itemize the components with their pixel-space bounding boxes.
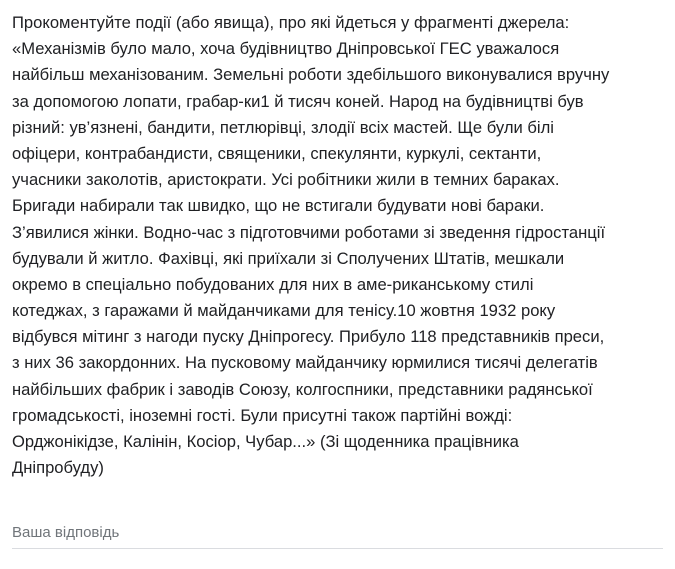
- answer-input[interactable]: Ваша відповідь: [12, 524, 120, 541]
- question-line: Прокоментуйте події (або явища), про які йдеться у фрагменті джерела:: [12, 13, 570, 32]
- question-line: з них 36 закордонних. На пусковому майданчику юрмилися тисячі делегатів: [12, 353, 598, 373]
- question-line: Орджонікідзе, Калінін, Косіор, Чубар...» (Зі щоденника працівника: [12, 432, 519, 451]
- question-line: «Механізмів було мало, хоча будівництво Дніпровської ГЕС уважалося: [12, 39, 560, 59]
- question-line: учасники заколотів, аристократи. Усі робітники жили в темних бараках.: [12, 170, 560, 190]
- question-line: З’явилися жінки. Водно-час з підготовчими роботами зі зведення гідростанції: [12, 222, 606, 242]
- question-text: [12, 10, 672, 481]
- question-line: офіцери, контрабандисти, священики, спекулянти, куркулі, сектанти,: [12, 143, 542, 163]
- question-line: котеджах, з гаражами й майданчиками для тенісу.10 жовтня 1932 року: [12, 301, 556, 321]
- question-line: Дніпробуду): [12, 458, 104, 478]
- question-line: громадськості, іноземні гості. Були присутні також партійні вожді:: [12, 405, 513, 425]
- question-line: Бригади набирали так швидко, що не встигали будувати нові бараки.: [12, 196, 545, 216]
- question-line: окремо в спеціально побудованих для них в аме-риканському стилі: [12, 274, 534, 294]
- question-line: за допомогою лопати, грабар-ки1 й тисяч коней. Народ на будівництві був: [12, 91, 584, 111]
- question-line: відбувся мітинг з нагоди пуску Дніпрогесу. Прибуло 118 представників преси,: [12, 327, 605, 347]
- question-line: найбільш механізованим. Земельні роботи здебільшого виконувалися вручну: [12, 65, 610, 85]
- answer-underline: [12, 548, 663, 549]
- question-line: різний: ув’язнені, бандити, петлюрівці, злодії всіх мастей. Ще були білі: [12, 117, 554, 137]
- question-line: найбільших фабрик і заводів Союзу, колгоспники, представники радянської: [12, 379, 593, 399]
- question-line: будували й житло. Фахівці, які приїхали зі Сполучених Штатів, мешкали: [12, 248, 565, 268]
